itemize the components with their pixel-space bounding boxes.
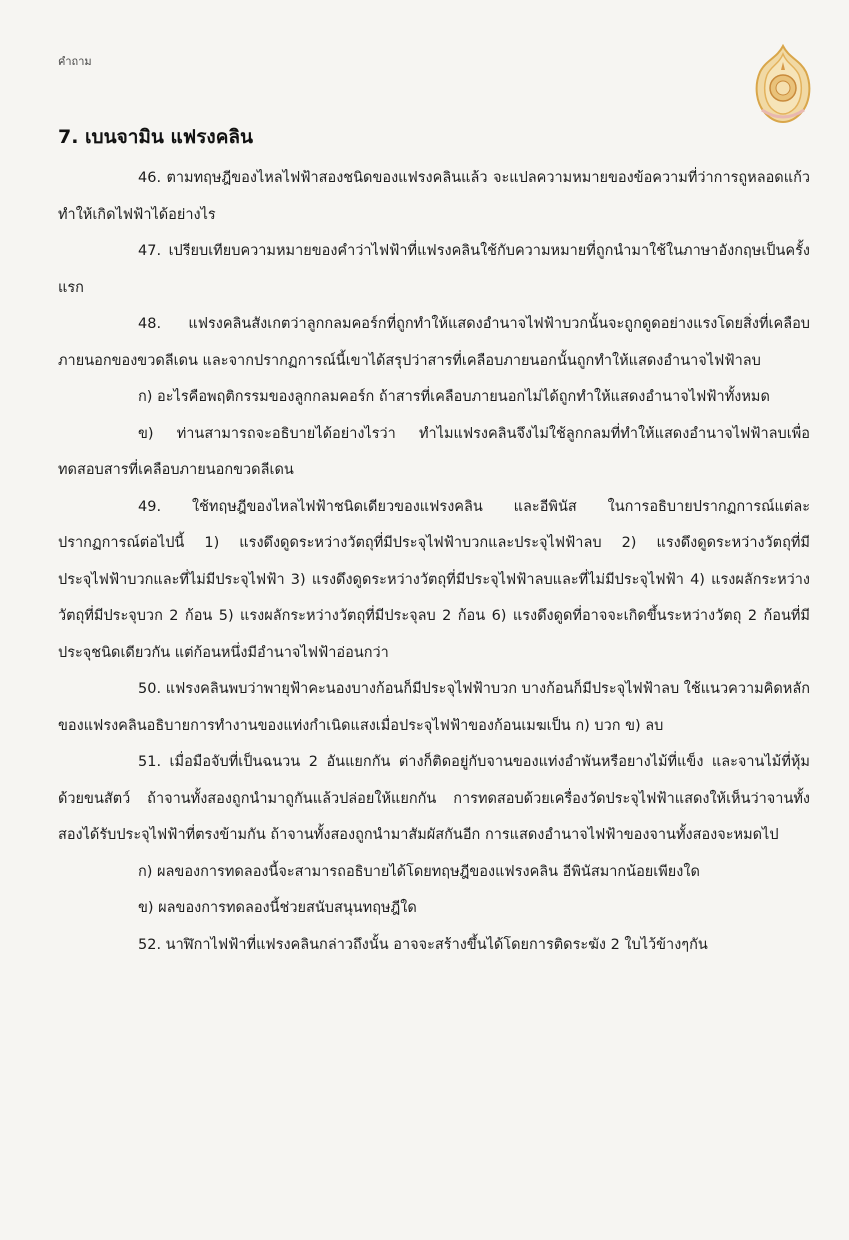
question-48-part-a: ก) อะไรคือพฤติกรรมของลูกกลมคอร์ก ถ้าสารที่เคลือบภายนอกไม่ได้ถูกทำให้แสดงอำนาจไฟฟ้าทั้งหมด <box>138 389 770 405</box>
question-51-part-b: ข) ผลของการทดลองนี้ช่วยสนับสนุนทฤษฎีใด <box>138 900 417 916</box>
question-49: 49. ใช้ทฤษฎีของไหลไฟฟ้าชนิดเดียวของแฟรงคลิน และอีพินัส ในการอธิบายปรากฏการณ์แต่ละปรากฏการณ์ต่อไปนี้ 1) แรงดึงดูดระหว่างวัตถุที่มีประจุไฟฟ้าบวกและประจุไฟฟ้าลบ 2) แรงดึงดูดระหว่างวัตถุที่มีประจุไฟฟ้าบวกและที่ไม่มีประจุไฟฟ้า 3) แรงดึงดูดระหว่างวัตถุที่มีประจุไฟฟ้าลบและที่ไม่มีประจุไฟฟ้า 4) แรงผลักระหว่างวัตถุที่มีประจุบวก 2 ก้อน 5) แรงผลักระหว่างวัตถุที่มีประจุลบ 2 ก้อน 6) แรงดึงดูดที่อาจจะเกิดขึ้นระหว่างวัตถุ 2 ก้อนที่มีประจุชนิดเดียวกัน แต่ก้อนหนึ่งมีอำนาจไฟฟ้าอ่อนกว่า <box>58 498 810 661</box>
question-51-part-a: ก) ผลของการทดลองนี้จะสามารถอธิบายได้โดยทฤษฎีของแฟรงคลิน อีพินัสมากน้อยเพียงใด <box>138 863 700 880</box>
question-48-part-b: ข) ท่านสามารถจะอธิบายได้อย่างไรว่า ทำไมแฟรงคลินจึงไม่ใช้ลูกกลมที่ทำให้แสดงอำนาจไฟฟ้าลบเพื่อทดสอบสารที่เคลือบภายนอกขวดลีเดน <box>58 425 810 478</box>
question-47: 47. เปรียบเทียบความหมายของคำว่าไฟฟ้าที่แฟรงคลินใช้กับความหมายที่ถูกนำมาใช้ในภาษาอังกฤษเป็นครั้งแรก <box>58 243 810 296</box>
section-title: 7. เบนจามิน แฟรงคลิน <box>58 126 254 148</box>
question-50: 50. แฟรงคลินพบว่าพายุฟ้าคะนองบางก้อนก็มีประจุไฟฟ้าบวก บางก้อนก็มีประจุไฟฟ้าลบ ใช้แนวความคิดหลักของแฟรงคลินอธิบายการทำงานของแท่งกำเนิดแสงเมื่อประจุไฟฟ้าของก้อนเมฆเป็น ก) บวก ข) ลบ <box>58 681 810 734</box>
question-48: 48. แฟรงคลินสังเกตว่าลูกกลมคอร์กที่ถูกทำให้แสดงอำนาจไฟฟ้าบวกนั้นจะถูกดูดอย่างแรงโดยสิ่งที่เคลือบภายนอกของขวดลีเดน และจากปรากฏการณ์นี้เขาได้สรุปว่าสารที่เคลือบภายนอกนั้นถูกทำให้แสดงอำนาจไฟฟ้าลบ <box>58 316 810 369</box>
question-list <box>58 160 810 963</box>
page-header-label: คำถาม <box>58 55 92 68</box>
question-52: 52. นาฬิกาไฟฟ้าที่แฟรงคลินกล่าวถึงนั้น อาจจะสร้างขึ้นได้โดยการติดระฆัง 2 ใบไว้ข้างๆกัน <box>138 936 708 953</box>
question-51: 51. เมื่อมือจับที่เป็นฉนวน 2 อันแยกกัน ต่างก็ติดอยู่กับจานของแท่งอำพันหรือยางไม้ที่แข็ง และจานไม้ที่หุ้มด้วยขนสัตว์ ถ้าจานทั้งสองถูกนำมาถูกันแล้วปล่อยให้แยกกัน การทดสอบด้วยเครื่องวัดประจุไฟฟ้าแสดงให้เห็นว่าจานทั้งสองได้รับประจุไฟฟ้าที่ตรงข้ามกัน ถ้าจานทั้งสองถูกนำมาสัมผัสกันอีก การแสดงอำนาจไฟฟ้าของจานทั้งสองจะหมดไป <box>58 754 810 843</box>
school-emblem-logo <box>752 44 814 124</box>
question-46: 46. ตามทฤษฎีของไหลไฟฟ้าสองชนิดของแฟรงคลินแล้ว จะแปลความหมายของข้อความที่ว่าการถูหลอดแก้วทำให้เกิดไฟฟ้าได้อย่างไร <box>58 170 810 223</box>
